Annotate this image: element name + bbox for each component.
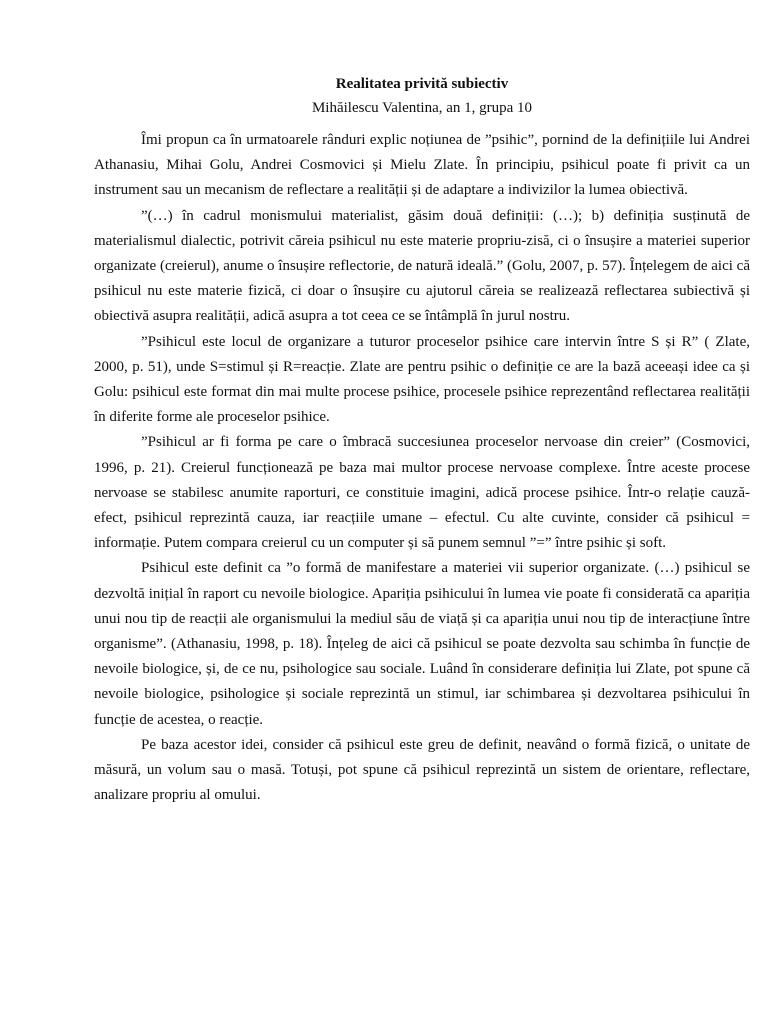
- paragraph-athanasiu: Psihicul este definit ca ”o formă de manifestare a materiei vii superior organizate. (…) psihicul se dezvoltă inițial în raport cu nevoile biologice. Apariția psihicului în lumea vie poate fi considerată ca apariția unui nou tip de reacții ale organismului la mediul său de viață și ca apariția unui nou tip de interacțiune între organisme”. (Athanasiu, 1998, p. 18). Înțeleg de aici că psihicul se poate dezvolta sau schimba în funcție de nevoile biologice, și, de ce nu, psihologice sau sociale. Luând în considerare definiția lui Zlate, pot spune că nevoile biologice, psihologice și sociale reprezintă un stimul, iar schimbarea și dezvoltarea psihicului în funcție de acestea, o reacție.: [94, 560, 750, 728]
- paragraph-cosmovici: ”Psihicul ar fi forma pe care o îmbracă succesiunea proceselor nervoase din creier” (Cosmovici, 1996, p. 21). Creierul funcționează pe baza mai multor procese nervoase complexe. Între aceste procese nervoase se stabilesc anumite raporturi, ce constituie imagini, adică procese psihice. Într-o relație cauză-efect, psihicul reprezintă cauza, iar reacțiile umane – efectul. Cu alte cuvinte, consider că psihicul = informație. Putem compara creierul cu un computer și să punem semnul ”=” între psihic și soft.: [94, 434, 750, 552]
- paragraph-intro: Îmi propun ca în urmatoarele rânduri explic noțiunea de ”psihic”, pornind de la definițiile lui Andrei Athanasiu, Mihai Golu, Andrei Cosmovici și Mielu Zlate. În principiu, psihicul poate fi privit ca un instrument sau un mecanism de reflectare a realității și de adaptare a indivizilor la lumea obiectivă.: [94, 132, 750, 199]
- paragraph-golu: ”(…) în cadrul monismului materialist, găsim două definiții: (…); b) definiția susținută de materialismul dialectic, potrivit căreia psihicul nu este materie propriu-zisă, ci o însușire a materiei superior organizate (creierul), anume o însușire reflectorie, de natură ideală.” (Golu, 2007, p. 57). Înțelegem de aici că psihicul nu este materie fizică, ci doar o însușire cu ajutorul căreia se realizează reflectarea subiectivă și obiectivă asupra realității, adică asupra a tot ceea ce se întâmplă în jurul nostru.: [94, 207, 750, 325]
- document-title: Realitatea privită subiectiv: [335, 76, 509, 92]
- paragraph-zlate: ”Psihicul este locul de organizare a tuturor proceselor psihice care intervin între S și R” ( Zlate, 2000, p. 51), unde S=stimul și R=reacție. Zlate are pentru psihic o definiție ce are la bază aceeași idee ca și Golu: psihicul este format din mai multe procese psihice, procesele psihice reprezentând reflectarea realității în diferite forme ale proceselor psihice.: [94, 333, 750, 426]
- paragraph-conclusion: Pe baza acestor idei, consider că psihicul este greu de definit, neavând o formă fizică, o unitate de măsură, un volum sau o masă. Totuși, pot spune că psihicul reprezintă un sistem de orientare, reflectare, analizare propriu al omului.: [94, 736, 750, 804]
- author-line: Mihăilescu Valentina, an 1, grupa 10: [311, 100, 533, 116]
- document-page: [94, 72, 750, 808]
